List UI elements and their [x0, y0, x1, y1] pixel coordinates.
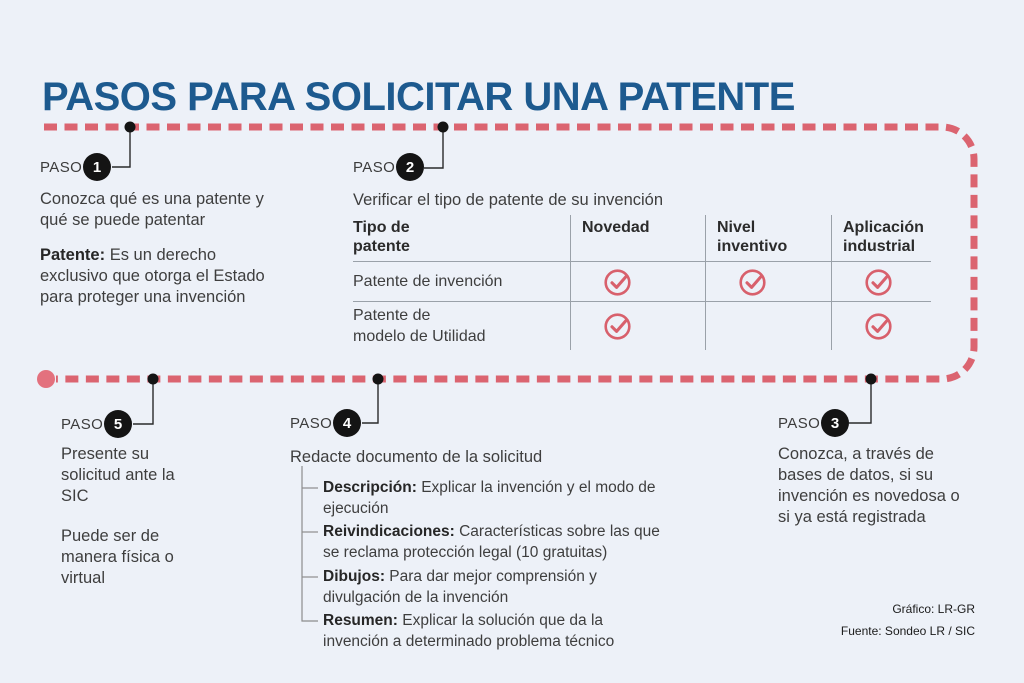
check-circle-icon: [864, 311, 894, 341]
step-5-text-1: Presente su solicitud ante la SIC: [61, 445, 175, 505]
step-number-badge: 2: [396, 153, 424, 181]
table-header-tipo: Tipo de patente: [353, 215, 570, 262]
step-4-intro: Redacte documento de la solicitud: [290, 448, 543, 466]
tree-item-dibujos: Dibujos: Para dar mejor comprensión y divulgación de la invención: [323, 568, 597, 606]
step-4-header: [290, 409, 361, 437]
table-cell: [570, 302, 705, 350]
tree-item-reivindicaciones: Reivindicaciones: Características sobre las que se reclama protección legal (10 gratuitas): [323, 523, 660, 561]
table-cell: [831, 302, 931, 350]
credits: [841, 603, 975, 647]
check-circle-icon: [738, 267, 768, 297]
tree-lines: [302, 466, 318, 621]
check-circle-icon: [864, 267, 894, 297]
check-circle-icon: [603, 311, 633, 341]
tree-item-descripcion: Descripción: Explicar la invención y el modo de ejecución: [323, 479, 656, 517]
patent-table: [353, 215, 931, 350]
step-1-text: [40, 189, 268, 322]
credit-graphic: Gráfico: LR-GR: [892, 602, 975, 616]
table-header-novedad: Novedad: [570, 215, 705, 262]
step-2-intro: Verificar el tipo de patente de su invención: [353, 191, 664, 209]
check-circle-icon: [603, 267, 633, 297]
table-header-aplicacion: Aplicación industrial: [831, 215, 931, 262]
tree-item-resumen: Resumen: Explicar la solución que da la invención a determinado problema técnico: [323, 612, 615, 650]
step-3-header: [778, 409, 849, 437]
table-cell: [705, 302, 831, 350]
track-end-dot: [37, 370, 55, 388]
step-3-text: Conozca, a través de bases de datos, si su invención es novedosa o si ya está registrada: [778, 445, 960, 526]
paso-label: PASO: [353, 158, 396, 176]
step-5-text-2: Puede ser de manera física o virtual: [61, 527, 174, 587]
patente-term: Patente:: [40, 246, 106, 264]
table-cell: [831, 262, 931, 302]
step-1-header: [40, 153, 111, 181]
table-cell: [705, 262, 831, 302]
paso-label: PASO: [40, 158, 83, 176]
table-cell: [570, 262, 705, 302]
step-1-description: Conozca qué es una patente y qué se puede patentar: [40, 190, 264, 229]
paso-label: PASO: [290, 414, 333, 432]
step-2-header: [353, 153, 424, 181]
patente-definition: Patente: Es un derecho exclusivo que otorga el Estado para proteger una invención: [40, 246, 265, 306]
step-number-badge: 5: [104, 410, 132, 438]
step-number-badge: 4: [333, 409, 361, 437]
table-row-label: Patente de invención: [353, 262, 570, 302]
table-row-label: Patente de modelo de Utilidad: [353, 307, 486, 345]
paso-label: PASO: [778, 414, 821, 432]
credit-source: Fuente: Sondeo LR / SIC: [840, 624, 975, 638]
page-title: PASOS PARA SOLICITAR UNA PATENTE: [42, 74, 795, 119]
step-number-badge: 3: [821, 409, 849, 437]
table-header-nivel: Nivel inventivo: [705, 215, 831, 262]
step-5-header: [61, 410, 132, 438]
paso-label: PASO: [61, 415, 104, 433]
step-number-badge: 1: [83, 153, 111, 181]
